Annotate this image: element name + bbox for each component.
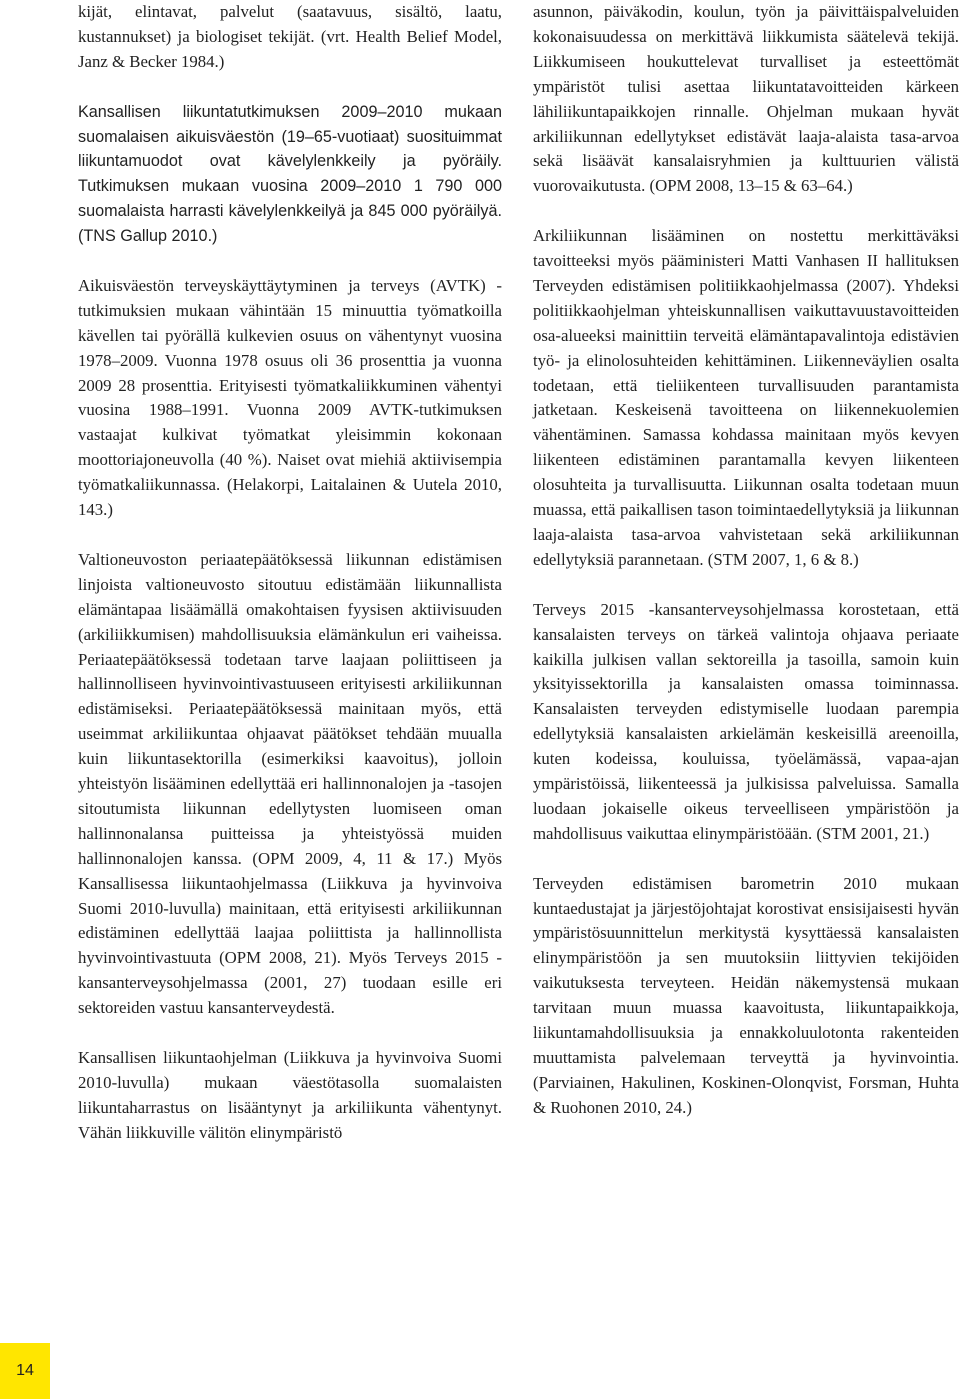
paragraph: kijät, elintavat, palvelut (saatavuus, sisältö, laatu, kustannukset) ja biologiset tekijät. (vrt. Health Belief Model, Janz & Becker 1984.) xyxy=(78,2,502,71)
paragraph: Kansallisen liikuntaohjelman (Liikkuva ja hyvinvoiva Suomi 2010-luvulla) mukaan väestötasolla suomalaisten liikuntaharrastus on lisääntynyt ja arkiliikunta vähentynyt. Vähän liikkuville välitön elinympäristö xyxy=(78,1048,502,1142)
paragraph: Terveyden edistämisen barometrin 2010 mukaan kuntaedustajat ja järjestöjohtajat korostivat ensisijaisesti hyvän ympäristösuunnittelun merkitystä kysyttäessä kansalaisten elinympäristöön ja sen muutoksiin liittyvien tekijöiden vaikutuksesta terveyteen. Heidän näkemystensä mukaan tarvitaan muun muassa kaavoitusta, liikuntapaikkoja, liikuntamahdollisuuksia ja ennakkoluulotonta rakenteiden muuttamista palvelemaan terveyttä ja hyvinvointia. (Parviainen, Hakulinen, Koskinen-Olonqvist, Forsman, Huhta & Ruohonen 2010, 24.) xyxy=(533,873,959,1117)
paragraph: Aikuisväestön terveyskäyttäytyminen ja terveys (AVTK) -tutkimuksien mukaan vähintään 15 minuuttia työmatkoilla kävellen tai pyörällä kulkevien osuus on vähentynyt vuosina 1978–2009. Vuonna 1978 osuus oli 36 prosenttia ja vuonna 2009 28 prosenttia. Erityisesti työmatkaliikkuminen vähentyi vuosina 1988–1991. Vuonna 2009 AVTK-tutkimuksen vastaajat kulkivat työmatkat yleisimmin kokonaan moottoriajoneuvolla (40 %). Naiset ovat miehiä aktiivisempia työmatkaliikunnassa. (Helakorpi, Laitalainen & Uutela 2010, 143.) xyxy=(78,275,502,520)
paragraph: Kansallisen liikuntatutkimuksen 2009–2010 mukaan suomalaisen aikuisväestön (19–65-vuotiaat) suosituimmat liikuntamuodot ovat kävelylenkkeily ja pyöräily. Tutkimuksen mukaan vuosina 2009–2010 1 790 000 suomalaista harrasti kävelylenkkeilyä ja 845 000 pyöräilyä. (TNS Gallup 2010.) xyxy=(78,102,502,246)
page-number: 14 xyxy=(16,1362,34,1379)
page-number-box xyxy=(0,1343,50,1399)
paragraph: Arkiliikunnan lisääminen on nostettu merkittäväksi tavoitteeksi myös pääministeri Matti Vanhasen II hallituksen Terveyden edistämisen politiikkaohjelmassa (2007). Yhdeksi politiikkaohjelman yhteiskunnallisen vaikuttavuustavoitteiden osa-alueeksi mainittiin terveitä elämäntapavalintoja edistävien työ- ja elinolosuhteiden kehittäminen. Liikenneväylien osalta todetaan, että tieliikenteen turvallisuuden parantamista jatketaan. Keskeisenä tavoitteena on liikennekuolemien vähentäminen. Samassa kohdassa mainitaan myös kevyen liikenteen edistäminen parantamalla kevyen liikenteen olosuhteita ja turvallisuutta. Liikunnan osalta todetaan muun muassa, että paikallisen tason toimintaedellytyksiä ja liikunnan laaja-alaista tasa-arvoa vahvistetaan sekä arkiliikunnan edellytyksiä parannetaan. (STM 2007, 1, 6 & 8.) xyxy=(533,226,959,569)
paragraph: Terveys 2015 -kansanterveysohjelmassa korostetaan, että kansalaisten terveys on tärkeä valintoja ohjaava periaate kaikilla julkisen vallan sektoreilla ja tasoilla, samoin kuin yksityissektorilla ja kansalaisten omassa toiminnassa. Kansalaisten terveyden edistymiselle luodaan parempia edellytyksiä kansalaisten arkielämän keskeisillä areenoilla, kuten kodeissa, kouluissa, työelämässä, vapaa-ajan ympäristöissä, liikenteessä ja julkisissa palveluissa. Samalla luodaan jokaiselle oikeus terveelliseen ympäristöön ja mahdollisuus vaikuttaa elinympäristöään. (STM 2001, 21.) xyxy=(533,599,959,843)
paragraph: Valtioneuvoston periaatepäätöksessä liikunnan edistämisen linjoista valtioneuvosto sitoutuu edistämään liikunnallista elämäntapaa lisäämällä omakohtaisen fyysisen aktiivisuuden (arkiliikkumisen) mahdollisuuksia elämänkulun eri vaiheissa. Periaatepäätöksessä todetaan tarve laajaan poliittiseen ja hallinnolliseen hyvinvointivastuuseen erityisesti arkiliikunnan edistämiseksi. Periaatepäätöksessä mainitaan myös, että useimmat arkiliikuntaa ohjaavat päätökset tehdään muualla kuin liikuntasektorilla (esimerkiksi kaavoitus), jolloin yhteistyön lisääminen edellyttää eri hallinnonalojen ja -tasojen sitoutumista liikunnan edellytysten luomiseen oman hallinnonalansa puitteissa ja yhteistyössä muiden hallinnonalojen kanssa. (OPM 2009, 4, 11 & 17.) Myös Kansallisessa liikuntaohjelmassa (Liikkuva ja hyvinvoiva Suomi 2010-luvulla) mainitaan, että erityisesti arkiliikunnan edistäminen edellyttää laajaa poliittista ja hallinnollista hyvinvointivastuuta (OPM 2008, 21). Myös Terveys 2015 -kansanterveysohjelmassa (2001, 27) tuodaan esille eri sektoreiden vastuu kansanterveydestä. xyxy=(78,549,502,1018)
paragraph: asunnon, päiväkodin, koulun, työn ja päivittäispalveluiden kokonaisuudessa on merkittävä liikkumista säätelevä tekijä. Liikkumiseen houkuttelevat turvalliset ja esteettömät ympäristöt tulisi asettaa liikuntatavoitteiden kärkeen lähiliikuntapaikkojen rinnalle. Ohjelman mukaan hyvät arkiliikunnan edellytykset edistävät laaja-alaista tasa-arvoa sekä lisäävät kansalaisryhmien ja kulttuurien välistä vuorovaikutusta. (OPM 2008, 13–15 & 63–64.) xyxy=(533,2,959,196)
left-column xyxy=(78,0,502,1146)
right-column xyxy=(533,0,959,1121)
